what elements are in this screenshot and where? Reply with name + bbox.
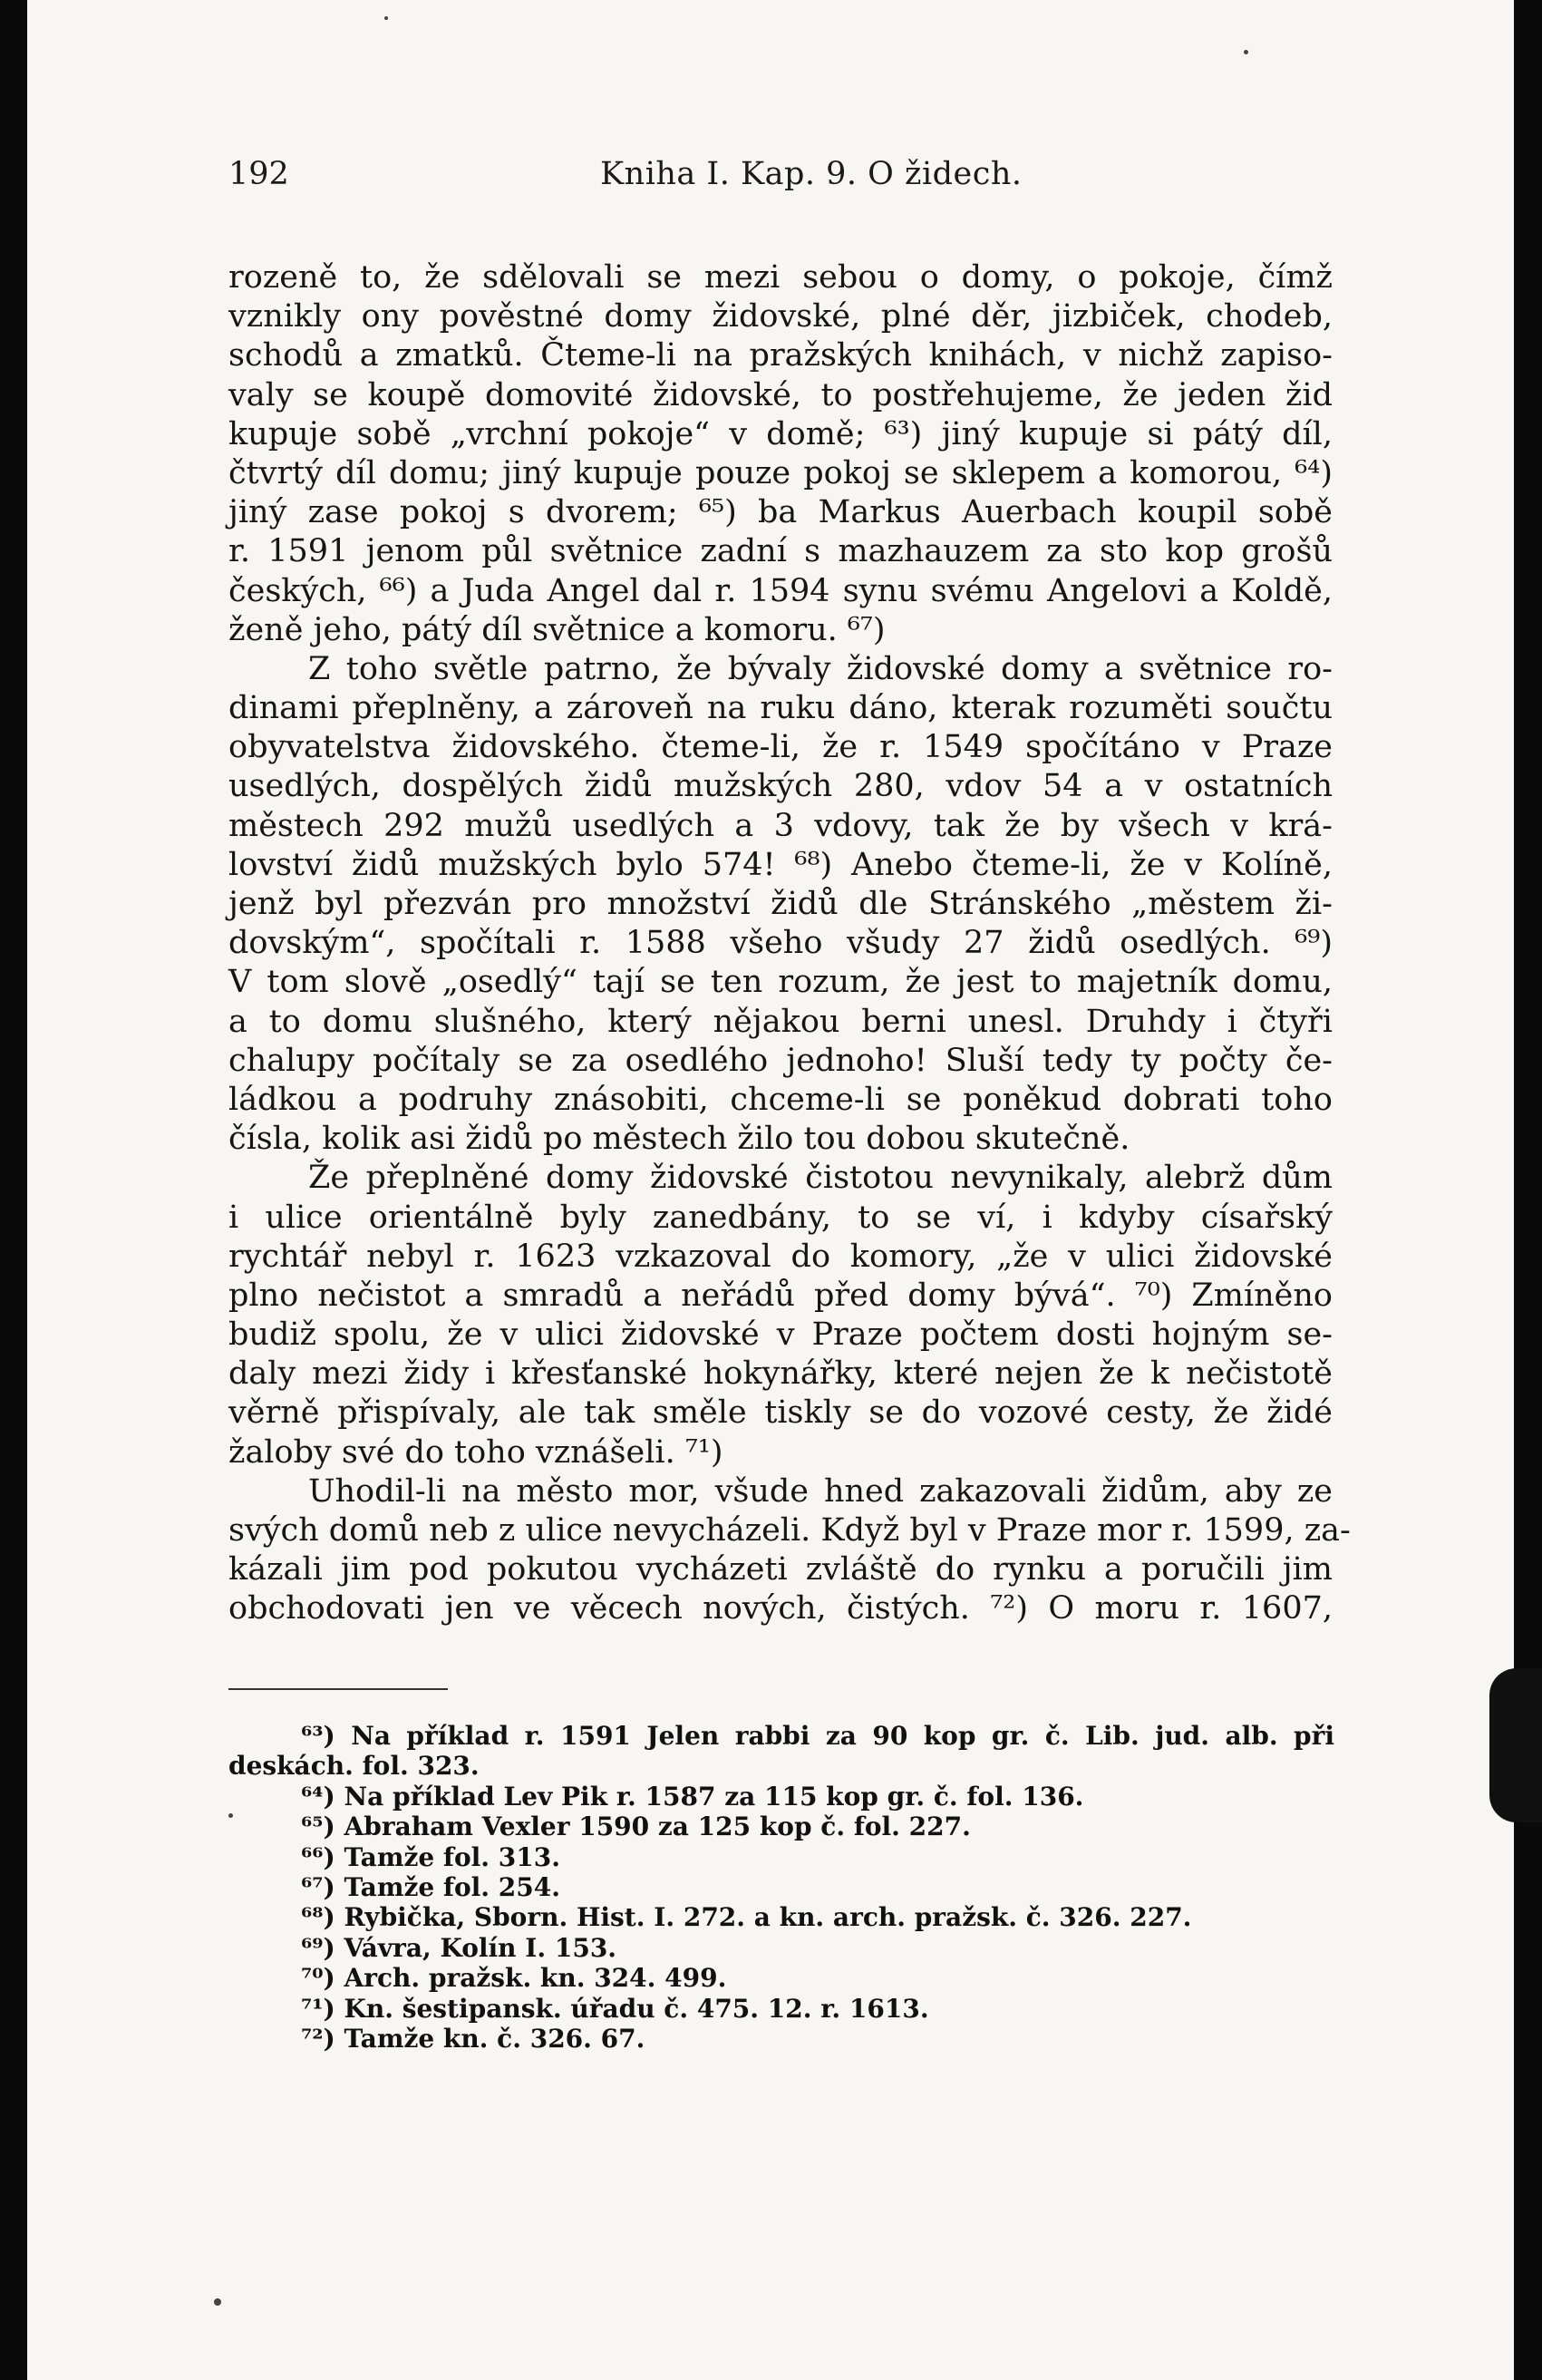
scan-right-edge <box>1514 0 1542 2380</box>
text-line: dovským“, spočítali r. 1588 všeho všudy 27 židů osedlých. ⁶⁹) <box>228 925 1333 962</box>
text-line: rozeně to, že sdělovali se mezi sebou o domy, o pokoje, čímž <box>228 259 1333 296</box>
text-line: usedlých, dospělých židů mužských 280, vdov 54 a v ostatních <box>228 768 1333 805</box>
text-line: ládkou a podruhy znásobiti, chceme-li se poněkud dobrati toho <box>228 1081 1333 1118</box>
footnote: ⁶³) Na příklad r. 1591 Jelen rabbi za 90 kop gr. č. Lib. jud. alb. při <box>301 1721 1334 1751</box>
text-line: chalupy počítaly se za osedlého jednoho! Sluší tedy ty počty če- <box>228 1042 1333 1079</box>
footnote: ⁷²) Tamže kn. č. 326. 67. <box>301 2023 645 2054</box>
text-line: schodů a zmatků. Čteme-li na pražských knihách, v nichž zapiso- <box>228 337 1333 374</box>
text-line: svých domů neb z ulice nevycházeli. Když byl v Praze mor r. 1599, za- <box>228 1512 1351 1549</box>
speck <box>384 16 388 20</box>
text-line: městech 292 mužů usedlých a 3 vdovy, tak že by všech v krá- <box>228 807 1333 844</box>
text-line: obyvatelstva židovského. čteme-li, že r. 1549 spočítáno v Praze <box>228 729 1333 766</box>
footnote: ⁶⁷) Tamže fol. 254. <box>301 1871 560 1902</box>
text-line: budiž spolu, že v ulici židovské v Praze počtem dosti hojným se- <box>228 1316 1333 1354</box>
footnote: ⁶⁴) Na příklad Lev Pik r. 1587 za 115 kop gr. č. fol. 136. <box>301 1781 1084 1812</box>
text-line: dinami přeplněny, a zároveň na ruku dáno, kterak rozuměti součtu <box>228 690 1333 727</box>
speck <box>214 2298 221 2306</box>
text-line: Že přeplněné domy židovské čistotou nevynikaly, alebrž dům <box>308 1160 1333 1197</box>
text-line: jenž byl přezván pro množství židů dle Stránského „městem ži- <box>228 886 1333 922</box>
text-line: Z toho světle patrno, že bývaly židovské domy a světnice ro- <box>308 650 1333 687</box>
text-line: i ulice orientálně byly zanedbány, to se ví, i kdyby císařský <box>228 1199 1333 1236</box>
text-line: V tom slově „osedlý“ tají se ten rozum, že jest to majetník domu, <box>228 964 1333 1001</box>
running-head: Kniha I. Kap. 9. O židech. <box>600 156 1023 192</box>
page-tab-mark <box>1489 1668 1542 1822</box>
text-line: vznikly ony pověstné domy židovské, plné děr, jizbiček, chodeb, <box>228 298 1333 335</box>
text-line: českých, ⁶⁶) a Juda Angel dal r. 1594 synu svému Angelovi a Koldě, <box>228 572 1333 609</box>
text-line: obchodovati jen ve věcech nových, čistých. ⁷²) O moru r. 1607, <box>228 1590 1333 1627</box>
footnote-rule <box>228 1688 448 1690</box>
page-number: 192 <box>228 156 289 192</box>
text-line: čtvrtý díl domu; jiný kupuje pouze pokoj se sklepem a komorou, ⁶⁴) <box>228 454 1333 491</box>
text-line: věrně přispívaly, ale tak směle tiskly se do vozové cesty, že židé <box>228 1394 1333 1432</box>
page-header <box>228 156 1321 203</box>
footnotes <box>228 1721 1334 2054</box>
text-line: rychtář nebyl r. 1623 vzkazoval do komory, „že v ulici židovské <box>228 1238 1333 1275</box>
text-line: kupuje sobě „vrchní pokoje“ v domě; ⁶³) jiný kupuje si pátý díl, <box>228 415 1333 452</box>
footnote: ⁶⁵) Abraham Vexler 1590 za 125 kop č. fol. 227. <box>301 1812 971 1842</box>
text-line: čísla, kolik asi židů po městech žilo tou dobou skutečně. <box>228 1121 1130 1158</box>
footnote: ⁷⁰) Arch. pražsk. kn. 324. 499. <box>301 1963 727 1994</box>
text-line: kázali jim pod pokutou vycházeti zvláště do rynku a poručili jim <box>228 1551 1333 1588</box>
text-line: valy se koupě domovité židovské, to postřehujeme, že jeden žid <box>228 376 1333 413</box>
speck <box>1244 50 1248 54</box>
text-line: jiný zase pokoj s dvorem; ⁶⁵) ba Markus Auerbach koupil sobě <box>228 494 1333 531</box>
text-line: r. 1591 jenom půl světnice zadní s mazhauzem za sto kop grošů <box>228 533 1333 570</box>
footnote: ⁶⁹) Vávra, Kolín I. 153. <box>301 1932 617 1963</box>
text-line: ženě jeho, pátý díl světnice a komoru. ⁶⁷) <box>228 611 886 648</box>
text-line: lovství židů mužských bylo 574! ⁶⁸) Anebo čteme-li, že v Kolíně, <box>228 846 1333 883</box>
footnote: deskách. fol. 323. <box>228 1751 480 1782</box>
footnote: ⁶⁸) Rybička, Sborn. Hist. I. 272. a kn. arch. pražsk. č. 326. 227. <box>301 1902 1192 1933</box>
text-line: plno nečistot a smradů a neřádů před domy bývá“. ⁷⁰) Zmíněno <box>228 1277 1333 1314</box>
text-line: Uhodil-li na město mor, všude hned zakazovali židům, aby ze <box>308 1472 1333 1510</box>
text-line: daly mezi židy i křesťanské hokynářky, které nejen že k nečistotě <box>228 1355 1333 1393</box>
footnote: ⁶⁶) Tamže fol. 313. <box>301 1841 560 1872</box>
text-line: a to domu slušného, který nějakou berni unesl. Druhdy i čtyři <box>228 1003 1333 1040</box>
text-line: žaloby své do toho vznášeli. ⁷¹) <box>228 1433 723 1471</box>
scan-left-edge <box>0 0 27 2380</box>
footnote: ⁷¹) Kn. šestipansk. úřadu č. 475. 12. r. 1613. <box>301 1993 929 2024</box>
body-text <box>228 258 1351 1629</box>
